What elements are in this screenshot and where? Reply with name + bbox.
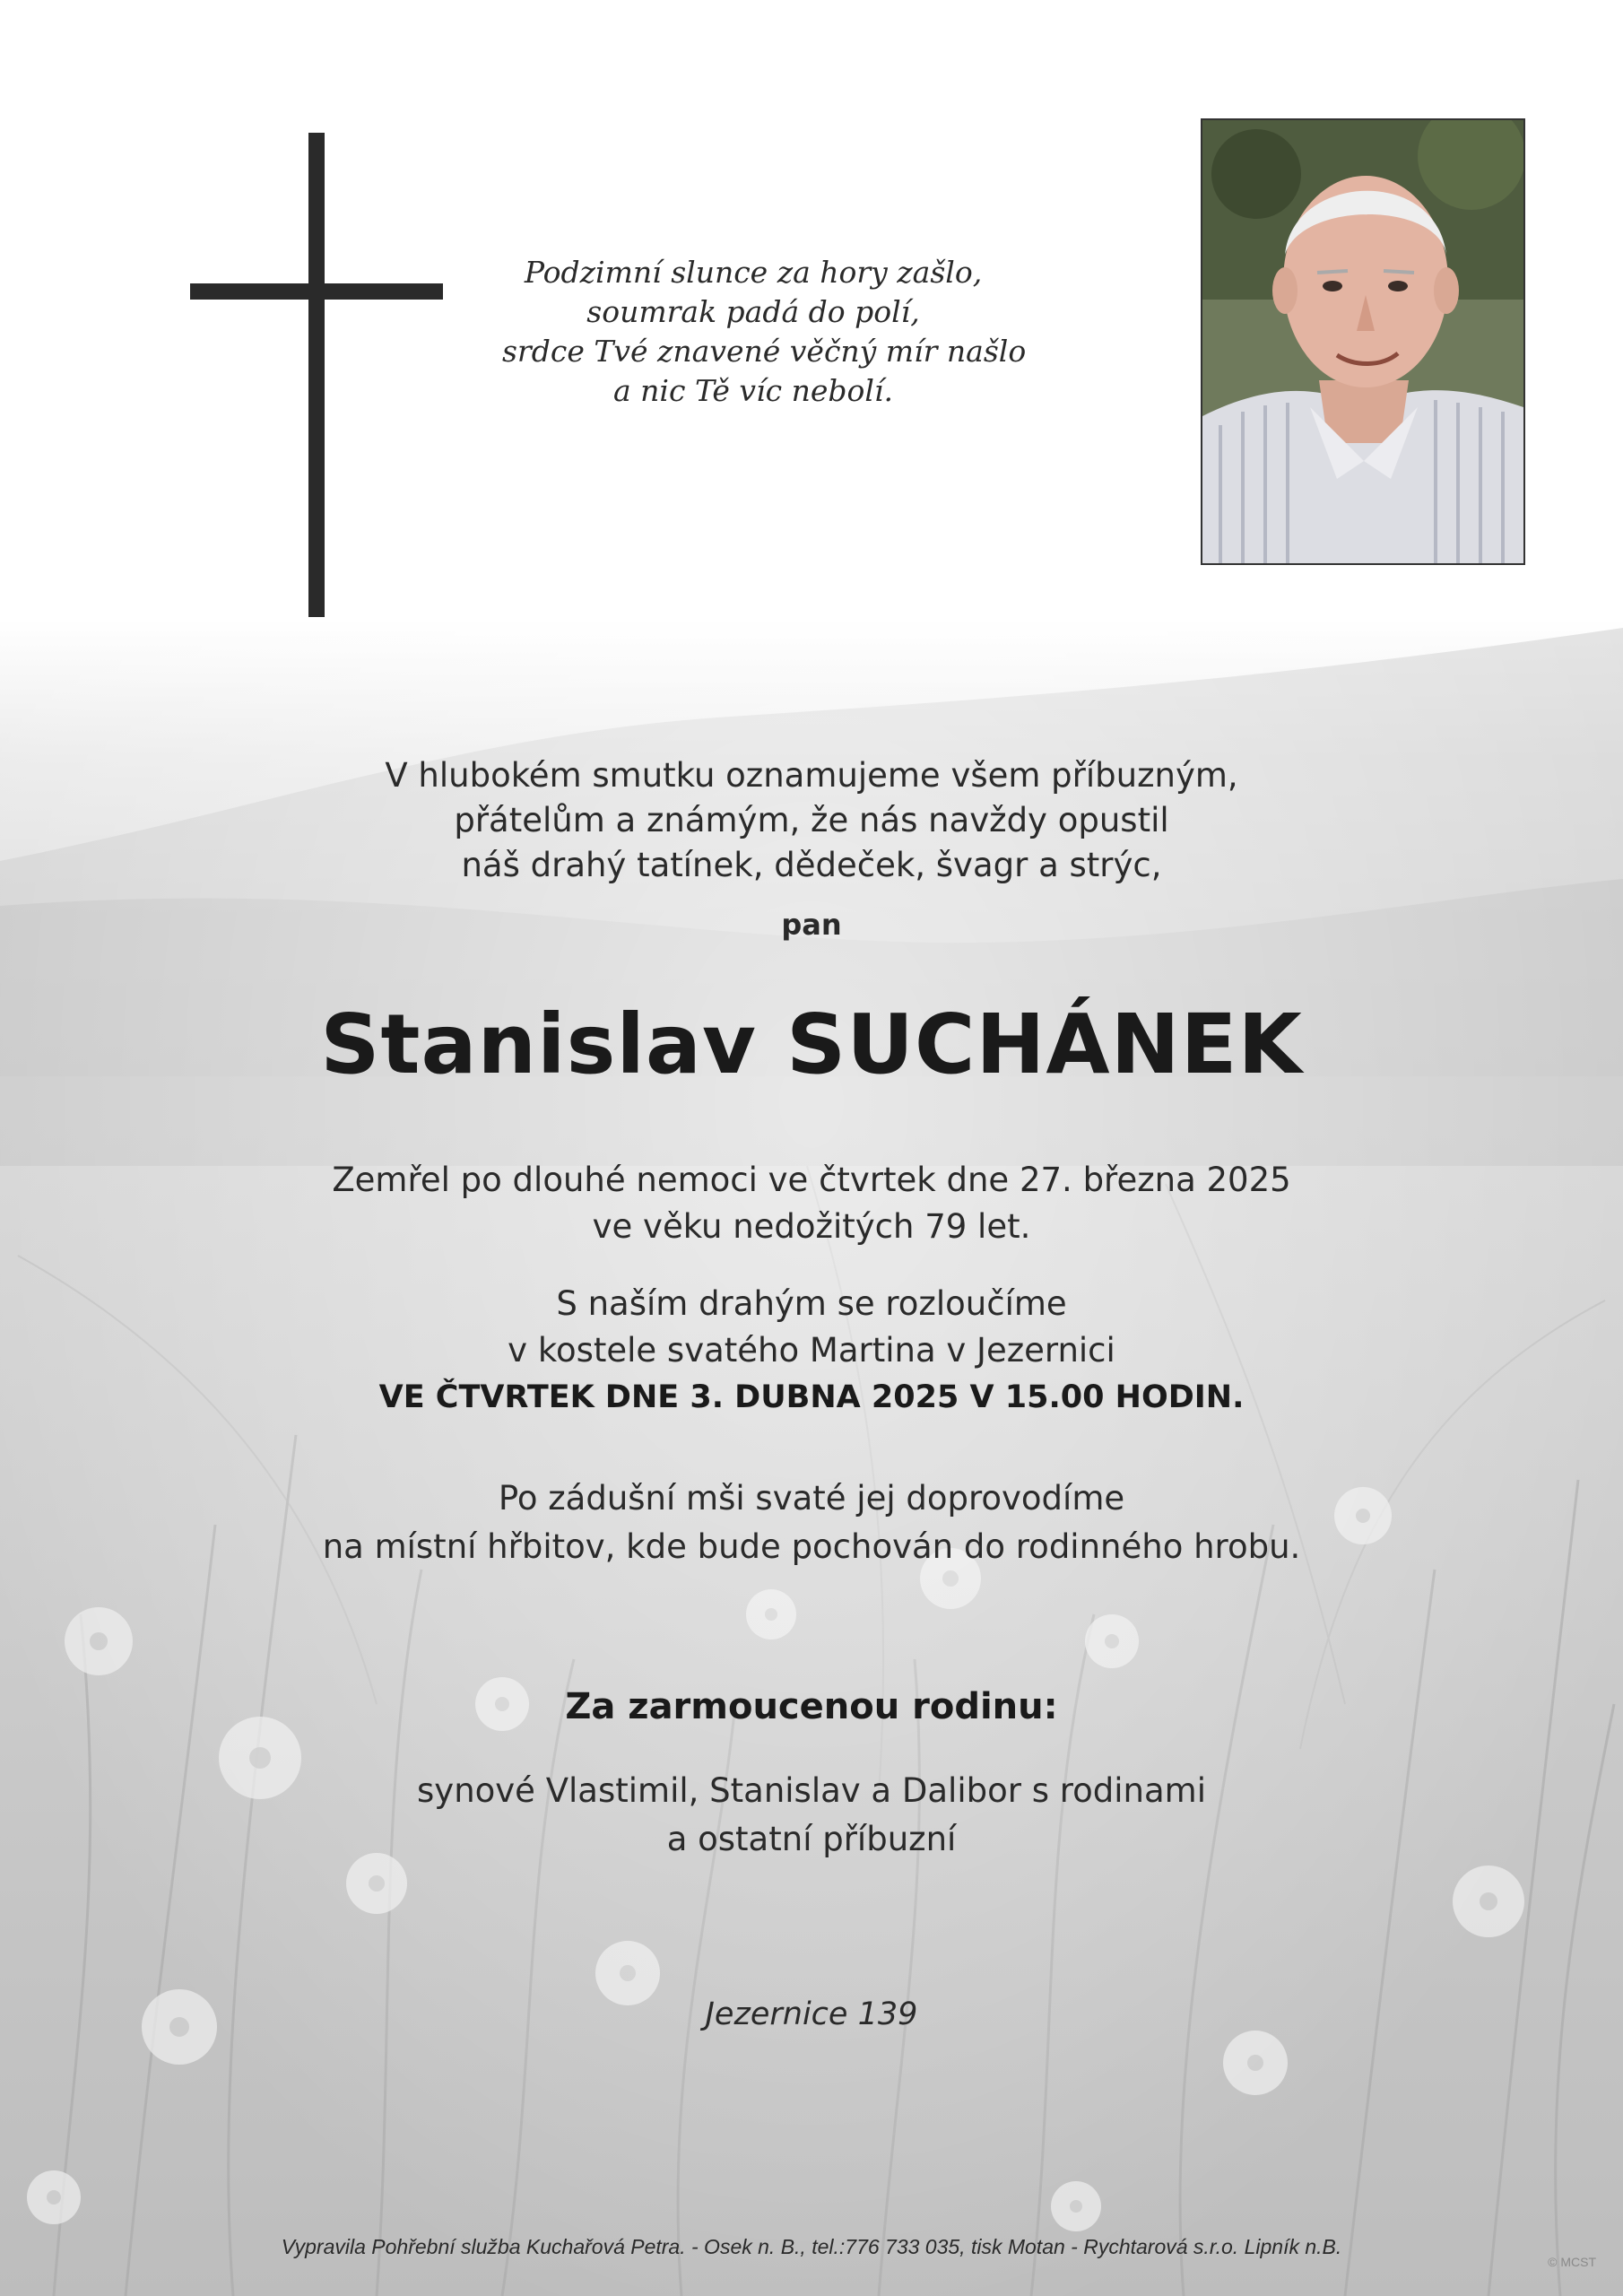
burial-line: na místní hřbitov, kde bude pochován do rodinného hrobu. <box>322 1527 1301 1566</box>
announcement-text <box>273 753 1350 888</box>
family-members <box>273 1767 1350 1864</box>
burial-line: Po zádušní mši svaté jej doprovodíme <box>498 1479 1125 1518</box>
copyright-mark: © MCST <box>1548 2255 1596 2269</box>
footer-credits: Vypravila Pohřební služba Kuchařová Petra. - Osek n. B., tel.:776 733 035, tisk Motan - Rychtarová s.r.o. Lipník n.B. <box>281 2235 1342 2258</box>
cross-icon <box>308 133 325 617</box>
ceremony-line: v kostele svatého Martina v Jezernici <box>508 1331 1115 1370</box>
poem-line: soumrak padá do polí, <box>586 294 920 329</box>
ceremony-info <box>273 1281 1350 1421</box>
family-line: a ostatní příbuzní <box>666 1820 957 1858</box>
ceremony-line: S naším drahým se rozloučíme <box>556 1284 1067 1323</box>
poem-line: Podzimní slunce za hory zašlo, <box>524 255 983 290</box>
family-title: Za zarmoucenou rodinu: <box>565 1686 1058 1727</box>
address: Jezernice 139 <box>705 1996 918 2032</box>
announcement-line: přátelům a známým, že nás navždy opustil <box>454 801 1169 839</box>
death-info-line: Zemřel po dlouhé nemoci ve čtvrtek dne 27. března 2025 <box>332 1161 1291 1199</box>
death-info-line: ve věku nedožitých 79 let. <box>592 1207 1031 1246</box>
cross-icon-bar <box>190 283 443 300</box>
poem-line: a nic Tě víc nebolí. <box>613 373 893 408</box>
portrait-photo <box>1201 118 1525 565</box>
ceremony-datetime: VE ČTVRTEK DNE 3. DUBNA 2025 V 15.00 HODIN. <box>378 1379 1245 1415</box>
salutation: pan <box>781 908 842 942</box>
announcement-line: V hlubokém smutku oznamujeme všem příbuzným, <box>385 756 1238 795</box>
poem-line: srdce Tvé znavené věčný mír našlo <box>502 334 1027 369</box>
burial-info <box>273 1474 1350 1571</box>
death-info <box>273 1157 1350 1250</box>
deceased-name: Stanislav SUCHÁNEK <box>320 996 1303 1092</box>
announcement-line: náš drahý tatínek, dědeček, švagr a strýc, <box>461 846 1162 884</box>
family-line: synové Vlastimil, Stanislav a Dalibor s rodinami <box>417 1771 1206 1810</box>
memorial-poem <box>502 253 1027 411</box>
